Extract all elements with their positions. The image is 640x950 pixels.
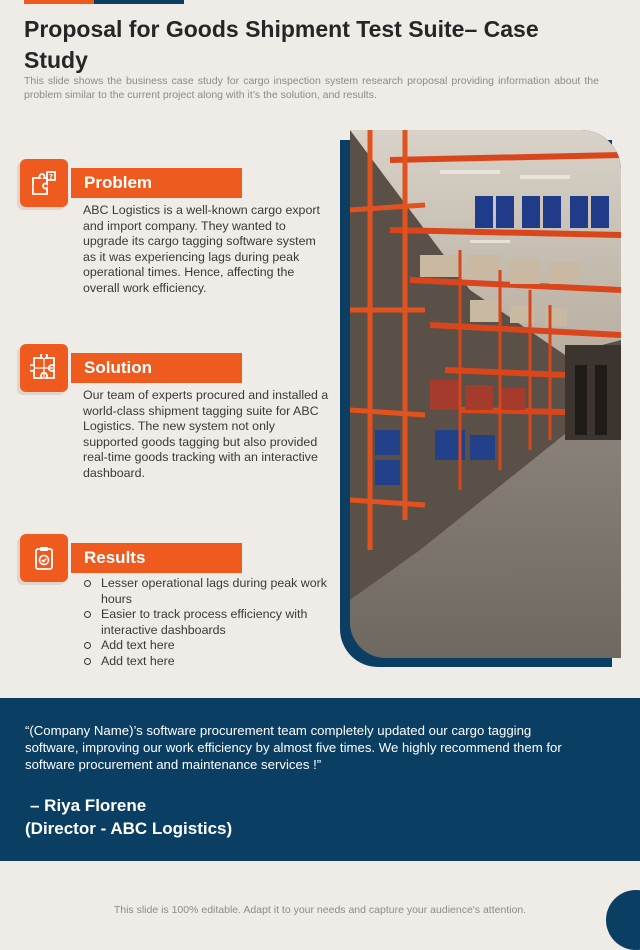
top-accent-navy xyxy=(94,0,184,4)
puzzle-question-icon xyxy=(20,159,68,207)
bullet-circle xyxy=(84,658,91,665)
results-item-text: Add text here xyxy=(101,653,175,668)
solution-text: Our team of experts procured and installed a world-class shipment tagging suite for ABC Logistics. The new system not only supported goods tagging but also provided real-time goods tracking with an interactive dashboard. xyxy=(83,388,329,480)
list-item xyxy=(84,654,332,670)
list-item xyxy=(84,638,332,654)
svg-text:?: ? xyxy=(48,173,54,181)
list-item xyxy=(84,607,332,638)
puzzle-icon xyxy=(20,344,68,392)
footer-note: This slide is 100% editable. Adapt it to your needs and capture your audience's attention. xyxy=(113,904,527,916)
testimonial-author: – Riya Florene xyxy=(30,796,147,815)
bullet-circle xyxy=(84,611,91,618)
solution-label: Solution xyxy=(71,353,242,383)
clipboard-check-icon xyxy=(20,534,68,582)
warehouse-photo xyxy=(350,130,621,658)
results-section xyxy=(20,534,330,674)
testimonial-quote: “(Company Name)’s software procurement team completely updated our cargo tagging software, improving our work efficiency by almost five times. We highly recommend them for software procurement and maintenance services !” xyxy=(25,723,562,772)
results-item-text: Add text here xyxy=(101,638,175,653)
testimonial-band xyxy=(0,698,640,861)
results-item-text: Easier to track process efficiency with interactive dashboards xyxy=(101,607,308,637)
results-label: Results xyxy=(71,543,242,573)
results-list xyxy=(84,576,332,670)
problem-text: ABC Logistics is a well-known cargo export and import company. They wanted to upgrade its cargo tagging software system as it was experiencing lags during peak operational times. Hence, affecting the overall work efficiency. xyxy=(83,203,320,295)
bullet-circle xyxy=(84,580,91,587)
solution-section xyxy=(20,344,330,494)
page-subtitle: This slide shows the business case study for cargo inspection system research proposal providing information about the problem similar to the current project along with it’s the solution, and results. xyxy=(24,75,599,101)
corner-decoration xyxy=(606,890,640,950)
list-item xyxy=(84,576,332,607)
top-accent-orange xyxy=(24,0,94,4)
testimonial-role: (Director - ABC Logistics) xyxy=(25,819,233,838)
page-title: Proposal for Goods Shipment Test Suite– Case Study xyxy=(24,16,539,73)
bullet-circle xyxy=(84,642,91,649)
problem-label: Problem xyxy=(71,168,242,198)
problem-section xyxy=(20,159,330,309)
results-item-text: Lesser operational lags during peak work hours xyxy=(101,576,327,606)
